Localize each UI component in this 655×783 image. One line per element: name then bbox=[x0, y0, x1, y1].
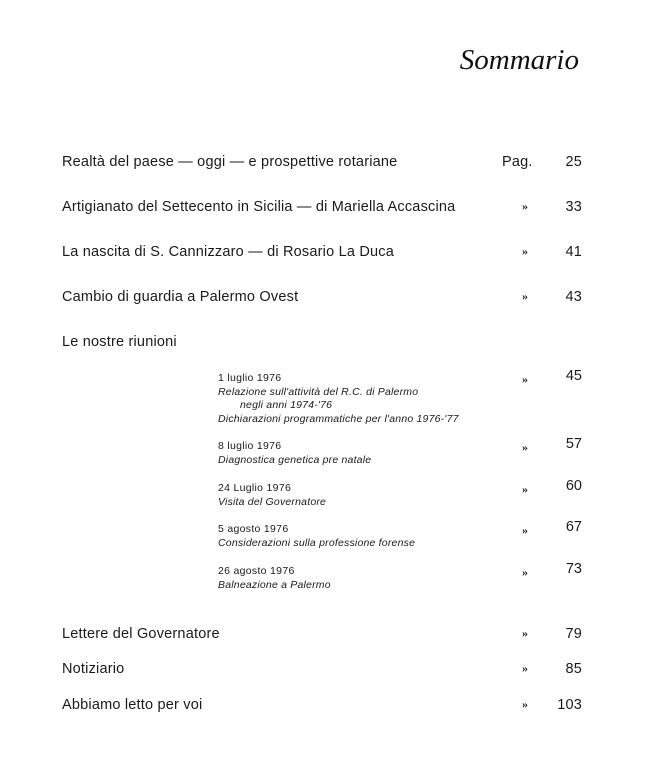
page-number: 67 bbox=[565, 519, 582, 535]
ditto-marker: » bbox=[522, 697, 529, 711]
meeting-date: 26 agosto 1976 bbox=[218, 565, 295, 577]
toc-entry-title: Cambio di guardia a Palermo Ovest bbox=[62, 289, 299, 305]
toc-entry-title: Abbiamo letto per voi bbox=[62, 697, 203, 713]
ditto-marker: » bbox=[522, 289, 529, 303]
page-number: 45 bbox=[565, 368, 582, 384]
meeting-description: Dichiarazioni programmatiche per l'anno 1976-'77 bbox=[218, 412, 459, 425]
page-number: 85 bbox=[565, 661, 582, 677]
page-number: 57 bbox=[565, 436, 582, 452]
meeting-description: Balneazione a Palermo bbox=[218, 578, 331, 591]
page-number: 79 bbox=[565, 626, 582, 642]
meeting-date: 5 agosto 1976 bbox=[218, 523, 289, 535]
page-number: 103 bbox=[557, 697, 582, 713]
page-number: 33 bbox=[565, 199, 582, 215]
meeting-entry bbox=[218, 478, 582, 509]
meeting-description: Visita del Governatore bbox=[218, 495, 327, 508]
meeting-entry bbox=[218, 561, 582, 592]
meeting-date: 1 luglio 1976 bbox=[218, 372, 282, 384]
meeting-description: Relazione sull'attività del R.C. di Palermo bbox=[218, 385, 419, 398]
page-prefix: Pag. bbox=[502, 154, 533, 170]
ditto-marker: » bbox=[522, 565, 528, 579]
toc-entry-title: Artigianato del Settecento in Sicilia — di Mariella Accascina bbox=[62, 199, 456, 215]
page-number: 43 bbox=[565, 289, 582, 305]
meeting-entry bbox=[218, 368, 582, 426]
page-title: Sommario bbox=[459, 44, 579, 76]
meeting-entry bbox=[218, 436, 582, 467]
page-number: 25 bbox=[565, 154, 582, 170]
meeting-description: negli anni 1974-'76 bbox=[240, 399, 333, 411]
toc-entry-title: Realtà del paese — oggi — e prospettive rotariane bbox=[62, 154, 398, 170]
ditto-marker: » bbox=[522, 661, 529, 675]
toc-entry-title: Lettere del Governatore bbox=[62, 626, 220, 642]
ditto-marker: » bbox=[522, 626, 529, 640]
toc-entry-title: Notiziario bbox=[62, 661, 125, 677]
ditto-marker: » bbox=[522, 244, 529, 258]
meeting-entry bbox=[218, 519, 582, 550]
meeting-description: Considerazioni sulla professione forense bbox=[218, 536, 416, 549]
page-number: 60 bbox=[565, 478, 582, 494]
meeting-description: Diagnostica genetica pre natale bbox=[218, 453, 372, 466]
ditto-marker: » bbox=[522, 372, 528, 386]
page-number: 73 bbox=[565, 561, 582, 577]
toc-entry-title: La nascita di S. Cannizzaro — di Rosario La Duca bbox=[62, 244, 394, 260]
ditto-marker: » bbox=[522, 199, 529, 213]
ditto-marker: » bbox=[522, 482, 528, 496]
meeting-date: 8 luglio 1976 bbox=[218, 440, 282, 452]
ditto-marker: » bbox=[522, 523, 528, 537]
ditto-marker: » bbox=[522, 440, 528, 454]
meeting-date: 24 Luglio 1976 bbox=[218, 482, 292, 494]
page-number: 41 bbox=[565, 244, 582, 260]
toc-entry-title: Le nostre riunioni bbox=[62, 334, 177, 350]
